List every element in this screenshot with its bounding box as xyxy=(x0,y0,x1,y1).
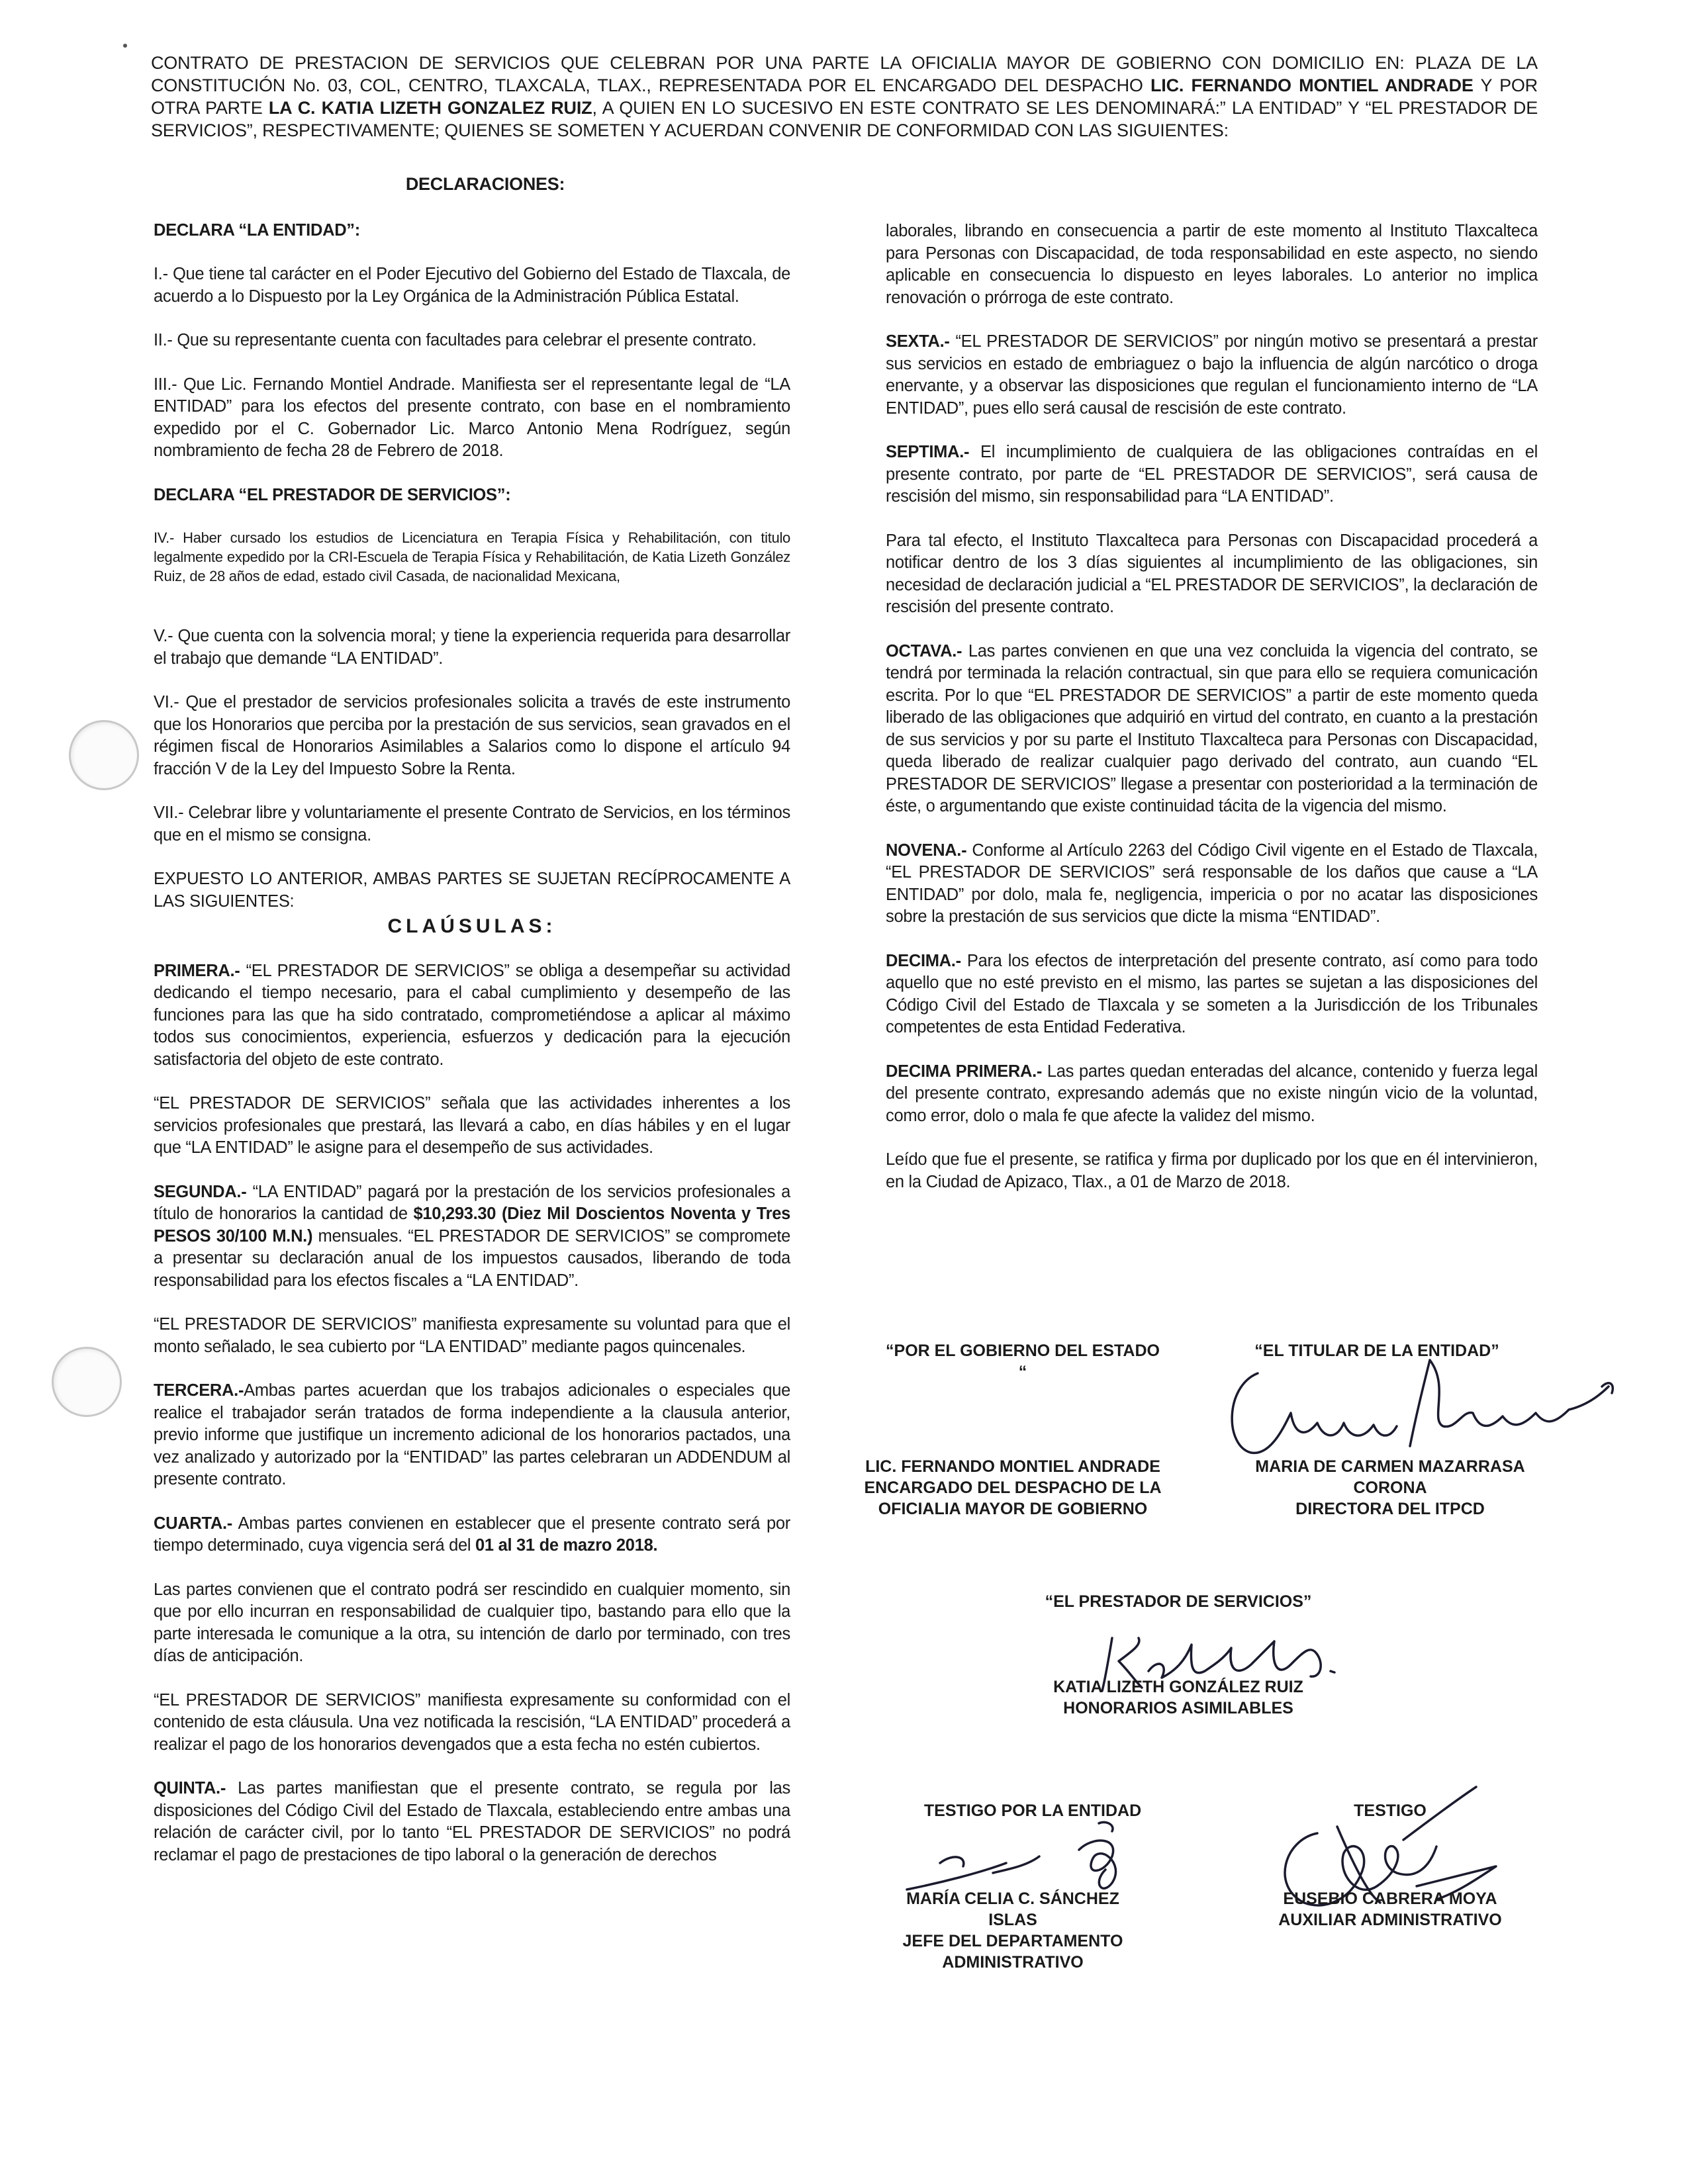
clause-text: Conforme al Artículo 2263 del Código Civil vigente en el Estado de Tlaxcala, “EL PRESTADOR DE SERVICIOS” será responsable de los daños que cause a “LA ENTIDAD” por dolo, mala fe, negligencia, impericia o por no acatar las disposiciones sobre la prestación de sus servicios que dicte la misma “ENTIDAD”. xyxy=(886,841,1538,926)
signature-header: TESTIGO xyxy=(1354,1801,1427,1820)
declaration-7: VII.- Celebrar libre y voluntariamente el presente Contrato de Servicios, en los términos que en el mismo se consigna. xyxy=(154,803,790,844)
declaraciones-title: DECLARACIONES: xyxy=(405,174,565,194)
clause-sexta xyxy=(886,331,1538,420)
header-text: , A QUIEN EN LO SUCESIVO EN ESTE CONTRATO SE LES DENOMINARÁ:” LA ENTIDAD” Y “EL PRESTADOR DE SERVICIOS”, RESPECTIVAMENTE; QUIENES SE SOMETEN Y ACUERDAN CONVENIR DE CONFORMIDAD CON LAS SIGUIENTES: xyxy=(151,98,1538,140)
prestador-signature-block xyxy=(993,1676,1364,1719)
signature-header: “EL TITULAR DE LA ENTIDAD” xyxy=(1254,1342,1499,1360)
clause-text: Las partes manifiestan que el presente contrato, se regula por las disposiciones del Código Civil del Estado de Tlaxcala, estableciendo entre ambas una relación de carácter civil, por lo tanto “EL PRESTADOR DE SERVICIOS” no podrá reclamar el pago de prestaciones de tipo laboral o la generación de derechos xyxy=(154,1779,790,1864)
declaration-2: II.- Que su representante cuenta con facultades para celebrar el presente contrato. xyxy=(154,331,757,349)
declaration-3: III.- Que Lic. Fernando Montiel Andrade. Manifiesta ser el representante legal de “LA ENTIDAD” para los efectos del presente contrato, con base en el nombramiento expedido por el C. Gobernador Lic. Marco Antonio Mena Rodríguez, según nombramiento de fecha 28 de Febrero de 2018. xyxy=(154,375,790,460)
declaration-4: IV.- Haber cursado los estudios de Licenciatura en Terapia Física y Rehabilitación, con titulo legalmente expedido por la CRI-Escuela de Terapia Física y Rehabilitación, de Katia Lizeth González Ruiz, de 28 años de edad, estado civil Casada, de nacionalidad Mexicana, xyxy=(154,529,790,584)
declara-entidad-heading: DECLARA “LA ENTIDAD”: xyxy=(154,220,360,240)
signature-header: TESTIGO POR LA ENTIDAD xyxy=(923,1801,1142,1820)
clause-novena xyxy=(886,840,1538,929)
clause-text: Las partes convienen en que una vez concluida la vigencia del contrato, se tendrá por terminada la relación contractual, sin que para ello se requiera comunicación escrita. Por lo que “EL PRESTADOR DE SERVICIOS” a partir de este momento queda liberado de las obligaciones que adquirió en virtud del contrato, en cuanto a la prestación de sus servicios y por su parte el Instituto Tlaxcalteca para Personas con Discapacidad, queda liberado de realizar cualquier pago derivado del contrato, aun cuando “EL PRESTADOR DE SERVICIOS” llegase a presentar con posterioridad a la terminación de éste, o argumentando que existe continuidad tácita de la vigencia del mismo. xyxy=(886,641,1538,815)
clause-primera xyxy=(154,960,790,1071)
header-party-name: LA C. KATIA LIZETH GONZALEZ RUIZ xyxy=(268,98,592,118)
clause-label: DECIMA.- xyxy=(886,951,961,970)
clause-cuarta-2: Las partes convienen que el contrato podrá ser rescindido en cualquier momento, sin que por ello incurran en responsabilidad de cualquier tipo, bastando para ello que la parte interesada le comunique a la otra, su intención de darlo por terminado, con tres días de anticipación. xyxy=(154,1580,790,1665)
expuesto-text: EXPUESTO LO ANTERIOR, AMBAS PARTES SE SUJETAN RECÍPROCAMENTE A LAS SIGUIENTES: xyxy=(154,870,790,911)
declaration-5: V.- Que cuenta con la solvencia moral; y tiene la experiencia requerida para desarrollar el trabajo que demande “LA ENTIDAD”. xyxy=(154,627,790,668)
clause-segunda-2: “EL PRESTADOR DE SERVICIOS” manifiesta expresamente su voluntad para que el monto señalado, le sea cubierto por “LA ENTIDAD” mediante pagos quincenales. xyxy=(154,1315,790,1356)
declaration-1: I.- Que tiene tal carácter en el Poder Ejecutivo del Gobierno del Estado de Tlaxcala, de acuerdo a lo Dispuesto por la Ley Orgánica de la Administración Pública Estatal. xyxy=(154,265,790,306)
clause-label: NOVENA.- xyxy=(886,841,967,860)
signer-title: DIRECTORA DEL ITPCD xyxy=(1295,1500,1485,1518)
clause-quinta-cont: laborales, librando en consecuencia a partir de este momento al Instituto Tlaxcalteca para Personas con Discapacidad, de toda responsabilidad en este aspecto, no siendo aplicable en consecuencia lo dispuesto en leyes laborales. Lo anterior no implica renovación o prórroga de este contrato. xyxy=(886,222,1538,307)
signer-title: HONORARIOS ASIMILABLES xyxy=(1063,1699,1293,1717)
clause-cuarta-3: “EL PRESTADOR DE SERVICIOS” manifiesta expresamente su conformidad con el contenido de esta cláusula. Una vez notificada la rescisión, “LA ENTIDAD” procederá a realizar el pago de los honorarios devengados que a esta fecha no estén cubiertos. xyxy=(154,1690,790,1754)
right-column xyxy=(886,220,1538,1215)
header-rep-name: LIC. FERNANDO MONTIEL ANDRADE xyxy=(1150,75,1474,95)
signature-header: “POR EL GOBIERNO DEL ESTADO “ xyxy=(886,1342,1160,1381)
clause-text: mensuales. “EL PRESTADOR DE SERVICIOS” se compromete a presentar su declaración anual de los impuestos causados, liberando de toda responsabilidad para los efectos fiscales a “LA ENTIDAD”. xyxy=(154,1226,791,1290)
payment-amount: $10,293.30 (Diez Mil Doscientos Noventa y Tres PESOS 30/100 M.N.) xyxy=(154,1205,790,1246)
testigo1-signature-block xyxy=(887,1888,1139,1973)
punch-hole-icon xyxy=(69,720,139,790)
declaration-6: VI.- Que el prestador de servicios profesionales solicita a través de este instrumento que los Honorarios que perciba por la prestación de sus servicios, sean gravados en el régimen fiscal de Honorarios Asimilables a Salarios como lo dispone el artículo 94 fracción V de la Ley del Impuesto Sobre la Renta. xyxy=(154,693,790,778)
clause-text: “EL PRESTADOR DE SERVICIOS” se obliga a desempeñar su actividad dedicando el tiempo necesario, para el cabal cumplimiento y desempeño de las funciones para las que ha sido contratado, comprometiéndose a aplicar al máximo todos sus conocimientos, experiencia, esfuerzos y dedicación para la ejecución satisfactoria del objeto de este contrato. xyxy=(154,961,790,1069)
clause-septima xyxy=(886,441,1538,508)
punch-hole-icon xyxy=(52,1347,122,1417)
signer-title: ENCARGADO DEL DESPACHO DE LA xyxy=(864,1479,1162,1497)
clause-label: PRIMERA.- xyxy=(154,961,240,980)
clause-label: OCTAVA.- xyxy=(886,641,962,660)
signer-name: KATIA LIZETH GONZÁLEZ RUIZ xyxy=(1053,1678,1303,1696)
signer-name: MARÍA CELIA C. SÁNCHEZ ISLAS xyxy=(906,1889,1119,1929)
clause-text: Ambas partes acuerdan que los trabajos adicionales o especiales que realice el trabajador serán tratados de forma independiente a la clausula anterior, previo informe que justifique un incremento adicional de los honorarios pactados, una vez analizado y autorizado por la “ENTIDAD” las partes celebraran un ADDENDUM al presente contrato. xyxy=(154,1381,790,1488)
clause-quinta xyxy=(154,1778,790,1866)
clause-tercera xyxy=(154,1380,790,1491)
signer-name: CORONA xyxy=(1353,1479,1427,1497)
clause-text: El incumplimiento de cualquiera de las obligaciones contraídas en el presente contrato, por parte de “EL PRESTADOR DE SERVICIOS”, será causa de rescisión del mismo, sin responsabilidad para “LA ENTIDAD”. xyxy=(886,443,1538,506)
signature-header: “EL PRESTADOR DE SERVICIOS” xyxy=(1045,1592,1312,1611)
left-column xyxy=(154,173,790,1866)
header-text: CONTRATO DE PRESTACION DE SERVICIOS QUE CELEBRAN POR UNA PARTE LA OFICIALIA MAYOR DE GOBIERNO CON DOMICILIO EN: PLAZA DE LA CONSTITUCIÓN No. 03, COL, CENTRO, TLAXCALA, TLAX., REPRESENTADA POR EL ENCARGADO DEL DESPACHO xyxy=(151,53,1538,95)
titular-signature-block xyxy=(1231,1456,1549,1520)
scan-mark xyxy=(123,44,127,48)
clause-octava xyxy=(886,641,1538,818)
contract-dates: 01 al 31 de mazro 2018. xyxy=(475,1536,658,1555)
testigo2-signature-block xyxy=(1271,1888,1509,1931)
clause-decima-primera xyxy=(886,1061,1538,1128)
clause-text: Las partes quedan enteradas del alcance, contenido y fuerza legal del presente contrato, expresando además que no existe ningún vicio de la voluntad, como error, dolo o mala fe que afecte la validez del mismo. xyxy=(886,1062,1538,1125)
clause-primera-2: “EL PRESTADOR DE SERVICIOS” señala que las actividades inherentes a los servicios profesionales que prestará, las llevará a cabo, en días hábiles y en el lugar que “LA ENTIDAD” le asigne para el desempeño de sus actividades. xyxy=(154,1094,790,1157)
gobierno-header xyxy=(880,1340,1165,1383)
prestador-header xyxy=(993,1591,1364,1612)
clause-label: DECIMA PRIMERA.- xyxy=(886,1062,1043,1081)
clause-text: Ambas partes convienen en establecer que el presente contrato será por tiempo determinado, cuya vigencia será del xyxy=(154,1514,790,1555)
contract-header xyxy=(151,52,1538,142)
clause-label: SEPTIMA.- xyxy=(886,443,970,461)
clause-label: TERCERA.- xyxy=(154,1381,244,1400)
signer-name: EUSEBIO CABRERA MOYA xyxy=(1283,1889,1497,1908)
clause-text: “LA ENTIDAD” pagará por la prestación de los servicios profesionales a título de honorarios la cantidad de xyxy=(154,1182,790,1223)
closing-statement: Leído que fue el presente, se ratifica y firma por duplicado por los que en él intervinieron, en la Ciudad de Apizaco, Tlax., a 01 de Marzo de 2018. xyxy=(886,1150,1538,1191)
header-text: Y POR OTRA PARTE xyxy=(151,75,1538,118)
signer-title: ADMINISTRATIVO xyxy=(942,1953,1084,1972)
clause-text: Para los efectos de interpretación del presente contrato, así como para todo aquello que no esté previsto en el mismo, las partes se sujetan a las disposiciones del Código Civil del Estado de Tlaxcala y se someten a la Jurisdicción de los Tribunales competentes de esta Entidad Federativa. xyxy=(886,951,1538,1036)
signer-title: OFICIALIA MAYOR DE GOBIERNO xyxy=(878,1500,1148,1518)
clause-label: SEXTA.- xyxy=(886,332,950,351)
clause-label: CUARTA.- xyxy=(154,1514,232,1533)
declara-prestador-heading: DECLARA “EL PRESTADOR DE SERVICIOS”: xyxy=(154,485,511,504)
clause-segunda xyxy=(154,1181,790,1293)
clausulas-title: CLAÚSULAS: xyxy=(387,915,557,937)
clause-label: SEGUNDA.- xyxy=(154,1182,247,1201)
clause-decima xyxy=(886,950,1538,1039)
clause-label: QUINTA.- xyxy=(154,1779,226,1797)
signer-name: MARIA DE CARMEN MAZARRASA xyxy=(1255,1457,1525,1476)
signer-title: AUXILIAR ADMINISTRATIVO xyxy=(1278,1911,1502,1929)
signer-name: LIC. FERNANDO MONTIEL ANDRADE xyxy=(865,1457,1160,1476)
signer-title: JEFE DEL DEPARTAMENTO xyxy=(902,1932,1123,1950)
clause-cuarta xyxy=(154,1513,790,1557)
clause-text: “EL PRESTADOR DE SERVICIOS” por ningún motivo se presentará a prestar sus servicios en estado de embriaguez o bajo la influencia de algún narcótico o droga enervante, y a observar las disposiciones que regulan el funcionamiento interno de “LA ENTIDAD”, pues ello será causal de rescisión de este contrato. xyxy=(886,332,1538,418)
gobierno-signature-block xyxy=(841,1456,1185,1520)
clause-septima-2: Para tal efecto, el Instituto Tlaxcalteca para Personas con Discapacidad procederá a notificar dentro de los 3 días siguientes al incumplimiento de las obligaciones, sin necesidad de declaración judicial a “EL PRESTADOR DE SERVICIOS”, la declaración de rescisión del presente contrato. xyxy=(886,531,1538,616)
